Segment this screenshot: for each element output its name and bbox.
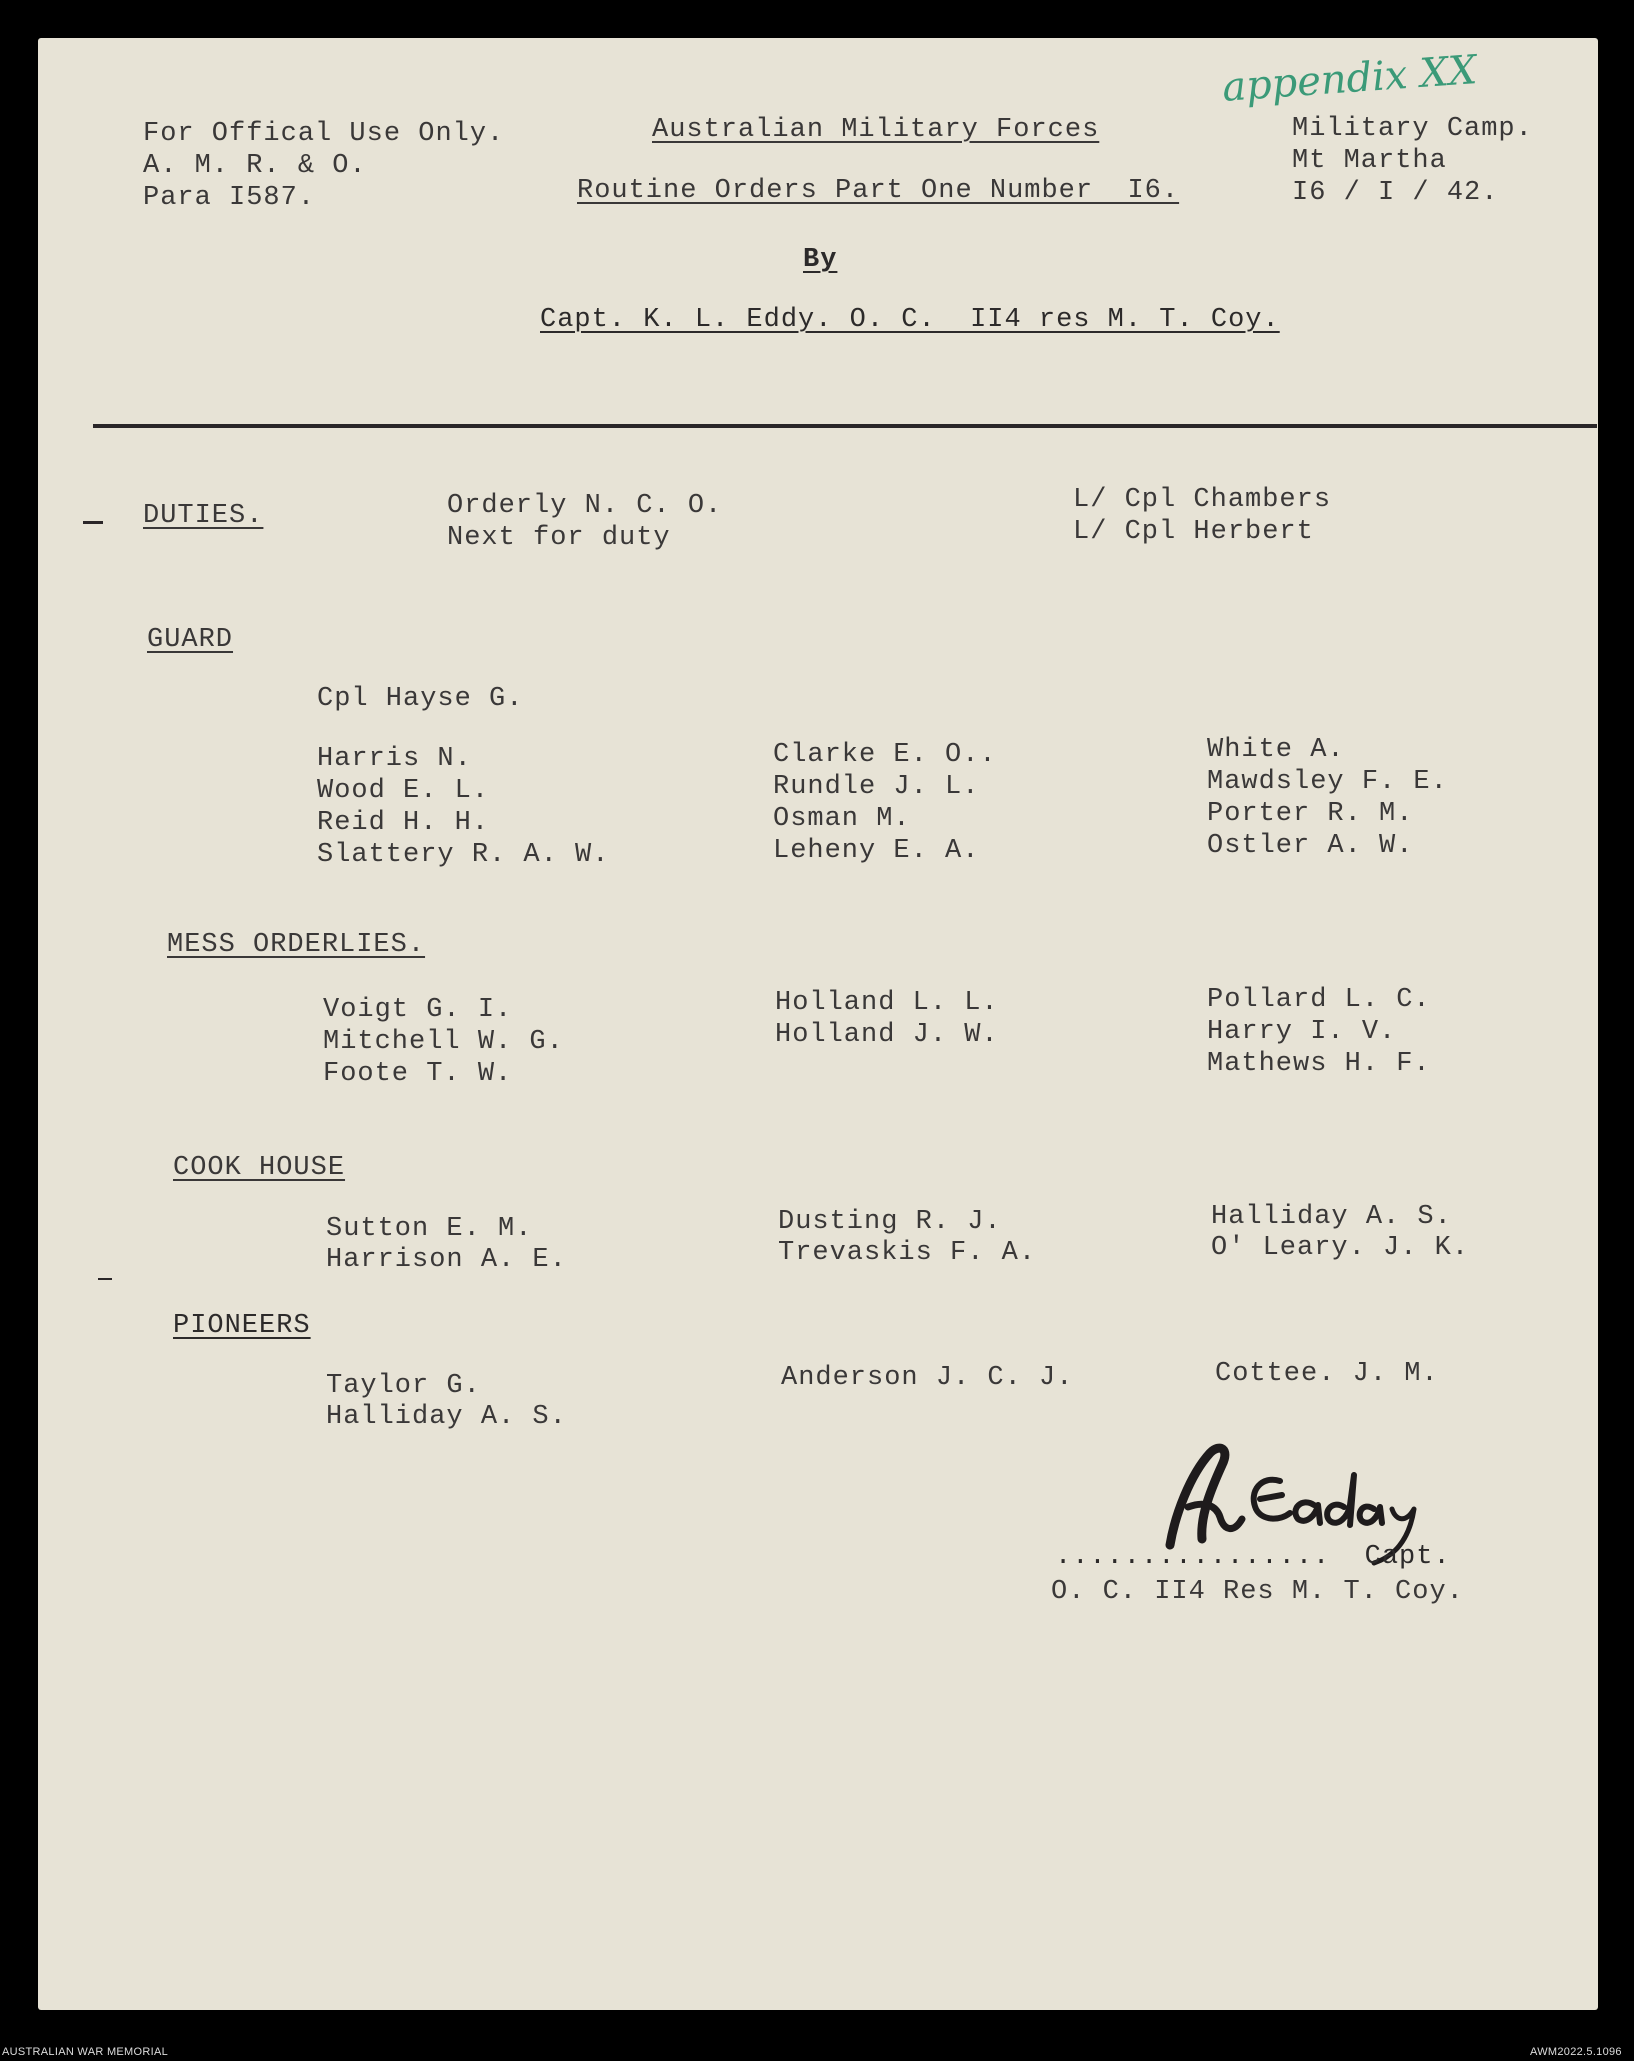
para-line: Para I587. xyxy=(143,183,316,213)
duty-name: L/ Cpl Chambers xyxy=(1073,485,1332,515)
camp-line: Military Camp. xyxy=(1292,114,1533,144)
duty-label: Next for duty xyxy=(447,523,671,553)
signature-unit: O. C. II4 Res M. T. Coy. xyxy=(1051,1577,1464,1607)
cook-member: Halliday A. S. xyxy=(1211,1202,1452,1232)
document-title: Australian Military Forces xyxy=(652,115,1100,145)
guard-member: Wood E. L. xyxy=(317,776,490,806)
mess-member: Foote T. W. xyxy=(323,1059,513,1089)
mess-member: Mathews H. F. xyxy=(1207,1049,1431,1079)
signature-line: ................ Capt. xyxy=(1055,1542,1451,1572)
guard-heading: GUARD xyxy=(147,625,234,655)
guard-leader: Cpl Hayse G. xyxy=(317,684,524,714)
mess-member: Harry I. V. xyxy=(1207,1017,1397,1047)
guard-member: Clarke E. O.. xyxy=(773,740,997,770)
official-use-line: For Offical Use Only. xyxy=(143,119,505,149)
cook-member: Sutton E. M. xyxy=(326,1214,533,1244)
mess-heading: MESS ORDERLIES. xyxy=(167,930,426,960)
guard-member: Rundle J. L. xyxy=(773,772,980,802)
mess-member: Pollard L. C. xyxy=(1207,985,1431,1015)
cookhouse-heading: COOK HOUSE xyxy=(173,1153,346,1183)
guard-member: Reid H. H. xyxy=(317,808,490,838)
document-subtitle: Routine Orders Part One Number I6. xyxy=(577,176,1180,206)
header-divider xyxy=(93,424,1597,428)
pioneer-member: Taylor G. xyxy=(326,1371,481,1401)
archive-reference: AWM2022.5.1096 xyxy=(1530,2046,1622,2058)
archive-credit: AUSTRALIAN WAR MEMORIAL xyxy=(2,2046,169,2058)
mess-member: Holland L. L. xyxy=(775,988,999,1018)
mess-member: Mitchell W. G. xyxy=(323,1027,564,1057)
guard-member: Leheny E. A. xyxy=(773,836,980,866)
guard-member: Slattery R. A. W. xyxy=(317,840,610,870)
guard-member: Harris N. xyxy=(317,744,472,774)
guard-member: Porter R. M. xyxy=(1207,799,1414,829)
guard-member: Mawdsley F. E. xyxy=(1207,767,1448,797)
duty-label: Orderly N. C. O. xyxy=(447,491,723,521)
pioneers-heading: PIONEERS xyxy=(173,1311,311,1341)
authority-line: Capt. K. L. Eddy. O. C. II4 res M. T. Coy. xyxy=(540,305,1280,335)
duties-heading: DUTIES. xyxy=(143,501,264,531)
amro-line: A. M. R. & O. xyxy=(143,151,367,181)
margin-mark xyxy=(83,521,103,524)
mess-member: Voigt G. I. xyxy=(323,995,513,1025)
guard-member: White A. xyxy=(1207,735,1345,765)
margin-mark xyxy=(98,1278,112,1280)
date-line: I6 / I / 42. xyxy=(1292,178,1499,208)
cook-member: Trevaskis F. A. xyxy=(778,1238,1037,1268)
cook-member: O' Leary. J. K. xyxy=(1211,1233,1470,1263)
cook-member: Harrison A. E. xyxy=(326,1245,567,1275)
mess-member: Holland J. W. xyxy=(775,1020,999,1050)
guard-member: Ostler A. W. xyxy=(1207,831,1414,861)
cook-member: Dusting R. J. xyxy=(778,1207,1002,1237)
appendix-annotation: appendix XX xyxy=(1220,47,1479,111)
pioneer-member: Cottee. J. M. xyxy=(1215,1359,1439,1389)
pioneer-member: Anderson J. C. J. xyxy=(781,1363,1074,1393)
location-line: Mt Martha xyxy=(1292,146,1447,176)
by-line: By xyxy=(803,245,838,275)
guard-member: Osman M. xyxy=(773,804,911,834)
pioneer-member: Halliday A. S. xyxy=(326,1402,567,1432)
duty-name: L/ Cpl Herbert xyxy=(1073,517,1314,547)
